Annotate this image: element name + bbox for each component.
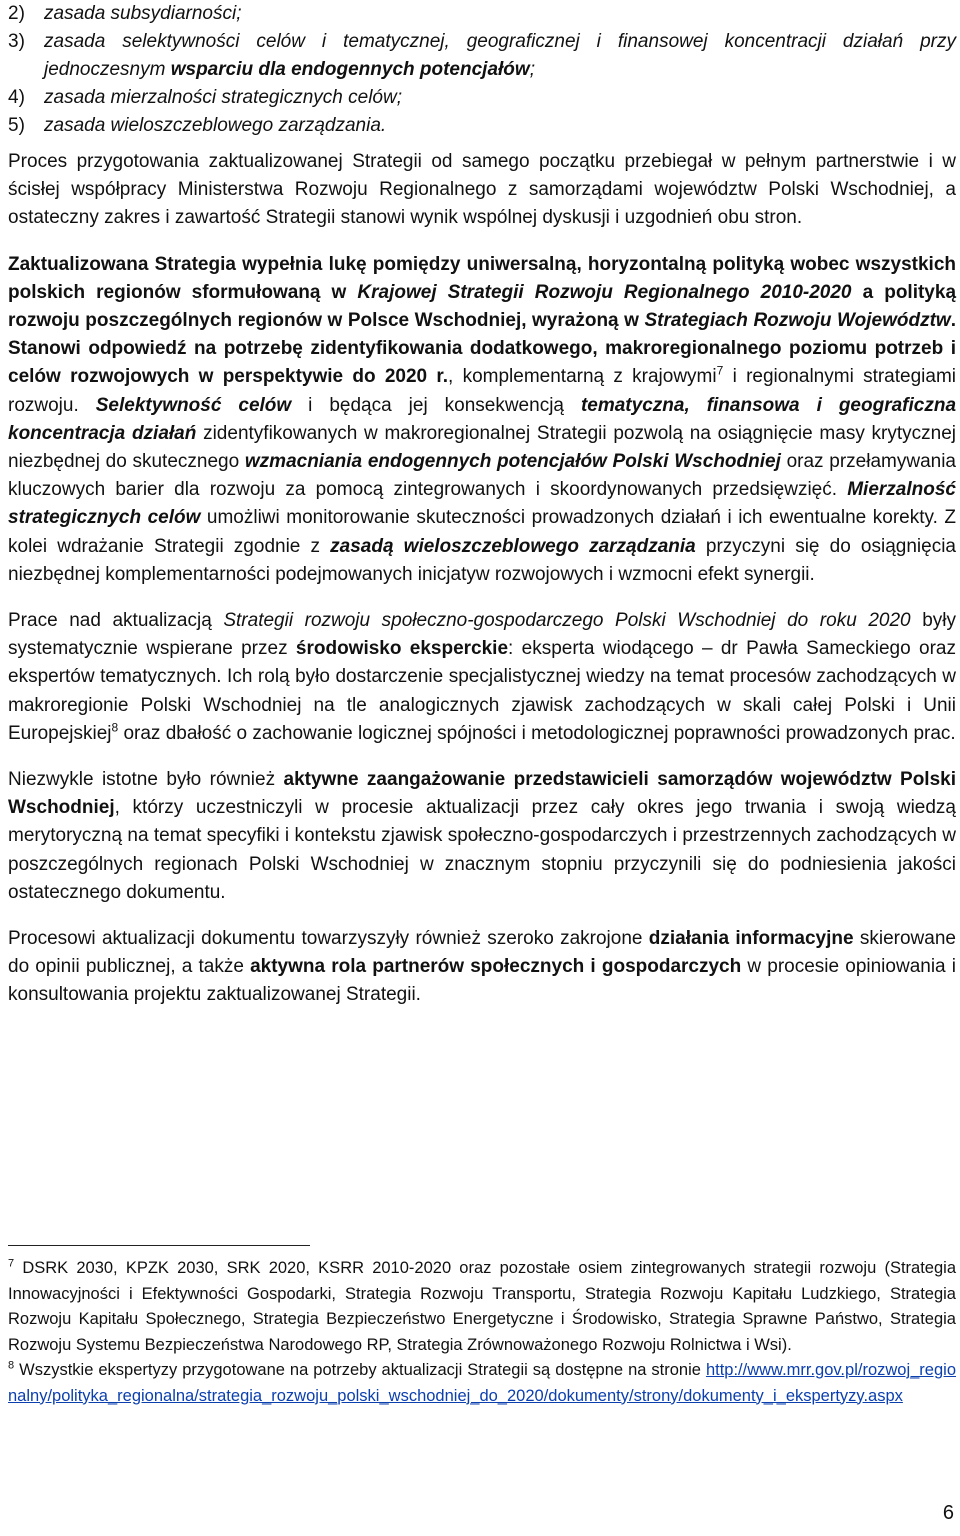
principles-list: [8, 0, 956, 140]
footnote-number: 8: [8, 1359, 15, 1372]
paragraph-process: Proces przygotowania zaktualizowanej Strategii od samego początku przebiegał w pełnym partnerstwie i w ścisłej współpracy Ministerstwa Rozwoju Regionalnego z samorządami województw Polski Wschodniej, a ostateczny zakres i zawartość Strategii stanowi wynik wspólnej dyskusji i uzgodnień obu stron.: [8, 151, 956, 229]
list-item-number: 4): [8, 87, 25, 108]
footnote-divider: [8, 1245, 310, 1246]
list-item: [8, 28, 956, 84]
ekspertyzy-link[interactable]: http://www.mrr.gov.pl/rozwoj_regionalny/polityka_regionalna/strategia_rozwoju_polski_wschodniej_do_2020/dokumenty/strony/dokumenty_i_ekspertyzy.aspx: [8, 1361, 956, 1405]
list-item: [8, 0, 956, 28]
list-item-text: zasada mierzalności strategicznych celów;: [44, 87, 402, 108]
footnote-number: 7: [8, 1257, 15, 1270]
list-item-number: 5): [8, 115, 25, 136]
page-number: 6: [942, 1502, 954, 1524]
footnotes-section: [8, 1245, 956, 1409]
paragraph-regional-authorities: Niezwykle istotne było również aktywne zaangażowanie przedstawicieli samorządów województw Polski Wschodniej, którzy uczestniczyli w procesie aktualizacji przez cały okres jego trwania i swoją wiedzą merytoryczną na temat specyfiki i kontekstu zjawisk społeczno-gospodarczych i przestrzennych zachodzących w poszczególnych regionach Polski Wschodniej w znacznym stopniu przyczynili się do podniesienia jakości ostatecznego dokumentu.: [8, 769, 956, 903]
footnote-ref-8[interactable]: 8: [111, 720, 119, 735]
paragraph-strategy-summary: Zaktualizowana Strategia wypełnia lukę pomiędzy uniwersalną, horyzontalną polityką wobec wszystkich polskich regionów sformułowaną w Krajowej Strategii Rozwoju Regionalnego 2010-2020 a polityką rozwoju poszczególnych regionów w Polsce Wschodniej, wyrażoną w Strategiach Rozwoju Województw. Stanowi odpowiedź na potrzebę zidentyfikowania dodatkowego, makroregionalnego poziomu potrzeb i celów rozwojowych w perspektywie do 2020 r., komplementarną z krajowymi$^7$ i regionalnymi strategiami rozwoju. Selektywność celów i będąca jej konsekwencją tematyczna, finansowa i geograficzna koncentracja działań zidentyfikowanych w makroregionalnej Strategii pozwolą na osiągnięcie masy krytycznej niezbędnej do skutecznego wzmacniania endogennych potencjałów Polski Wschodniej oraz przełamywania kluczowych barier dla rozwoju za pomocą zintegrowanych i skoordynowanych przedsięwzięć. Mierzalność strategicznych celów umożliwi monitorowanie skuteczności prowadzonych działań i ich ewentualne korekty. Z kolei wdrażanie Strategii zgodnie z zasadą wieloszczeblowego zarządzania przyczyni się do osiągnięcia niezbędnej komplementarności podejmowanych inicjatyw rozwojowych i wzmocni efekt synergii.: [8, 253, 957, 585]
list-item-number: 3): [8, 31, 25, 52]
list-item: [8, 84, 956, 112]
list-item-number: 2): [8, 3, 25, 24]
paragraph-consultations: Procesowi aktualizacji dokumentu towarzyszyły również szeroko zakrojone działania informacyjne skierowane do opinii publicznej, a także aktywna rola partnerów społecznych i gospodarczych w procesie opiniowania i konsultowania projektu zaktualizowanej Strategii.: [8, 928, 956, 1006]
list-item-text: zasada selektywności celów i tematycznej, geograficznej i finansowej koncentracji działań przy jednoczesnym wsparciu dla endogennych potencjałów;: [44, 31, 956, 80]
list-item-text: zasada subsydiarności;: [44, 3, 242, 24]
list-item: [8, 112, 956, 140]
list-item-text: zasada wieloszczeblowego zarządzania.: [44, 115, 387, 136]
footnote-ref-7[interactable]: 7: [716, 364, 724, 379]
footnote-7: $^7$ DSRK 2030, KPZK 2030, SRK 2020, KSRR 2010-2020 oraz pozostałe osiem zintegrowanych strategii rozwoju (Strategia Innowacyjności i Efektywności Gospodarki, Strategia Rozwoju Transportu, Strategia Rozwoju Kapitału Ludzkiego, Strategia Rozwoju Kapitału Społecznego, Strategia Bezpieczeństwo Energetyczne i Środowisko, Strategia Sprawne Państwo, Strategia Rozwoju Systemu Bezpieczeństwa Narodowego RP, Strategia Zrównoważonego Rozwoju Rolnictwa i Wsi).: [8, 1257, 956, 1354]
footnote-8: $^8$ Wszystkie ekspertyzy przygotowane na potrzeby aktualizacji Strategii są dostępne na stronie http://www.mrr.gov.pl/rozwoj_regionalny/polityka_regionalna/strategia_rozwoju_polski_wschodniej_do_2020/dokumenty/strony/dokumenty_i_ekspertyzy.aspx: [8, 1359, 956, 1405]
paragraph-experts: Prace nad aktualizacją Strategii rozwoju społeczno-gospodarczego Polski Wschodniej do roku 2020 były systematycznie wspierane przez środowisko eksperckie: eksperta wiodącego – dr Pawła Sameckiego oraz ekspertów tematycznych. Ich rolą było dostarczenie specjalistycznej wiedzy na temat procesów zachodzących w makroregionie Polski Wschodniej na tle analogicznych zjawisk zachodzących w skali całej Polski i Unii Europejskiej$^8$ oraz dbałość o zachowanie logicznej spójności i metodologicznej poprawności prowadzonych prac.: [8, 610, 956, 744]
